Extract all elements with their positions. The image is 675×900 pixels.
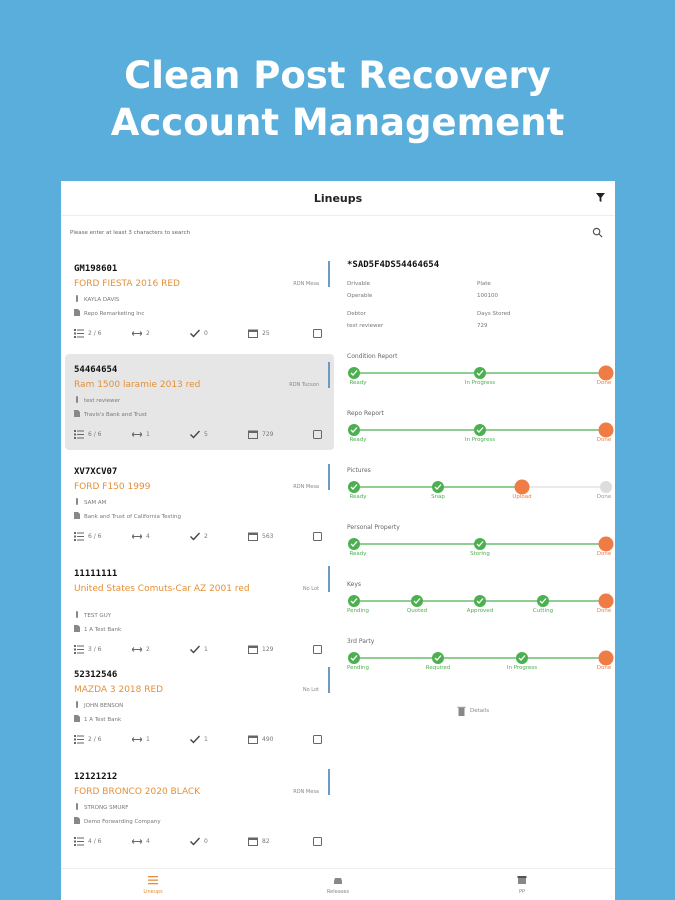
details-label: Details — [470, 708, 490, 714]
company-name: Bank and Trust of California Testing — [84, 513, 181, 520]
step-label: Done — [596, 437, 612, 443]
step-complete-icon — [348, 652, 360, 664]
step-complete-icon — [474, 595, 486, 607]
note-icon[interactable] — [313, 735, 322, 744]
calendar-icon — [248, 837, 258, 846]
step-label: Snap — [431, 494, 445, 500]
company-name: Demo Forwarding Company — [84, 818, 161, 825]
nav-label: PP — [518, 889, 526, 895]
vehicle-name: FORD FIESTA 2016 RED — [74, 279, 180, 289]
workflow-section — [347, 581, 612, 631]
note-icon[interactable] — [313, 532, 322, 541]
lineup-card[interactable] — [65, 456, 334, 552]
person-icon — [74, 803, 80, 812]
step-current-icon — [599, 594, 614, 609]
note-icon[interactable] — [313, 837, 322, 846]
lot-location: RDN Mesa — [293, 281, 319, 287]
hero-line-1: Clean Post Recovery — [124, 54, 551, 97]
list-icon — [74, 837, 84, 846]
calendar-icon — [248, 329, 258, 338]
check-icon — [190, 645, 200, 654]
check-stat — [190, 837, 246, 846]
person-icon — [74, 701, 80, 710]
step-label: In Progress — [464, 380, 496, 386]
docs-count: 2 / 6 — [88, 736, 102, 743]
company-name: Repo Remarketing Inc — [84, 310, 145, 317]
lot-location: No Lot — [302, 687, 319, 693]
step-label: In Progress — [464, 437, 496, 443]
list-icon — [74, 645, 84, 654]
lineup-list — [65, 253, 334, 868]
person-icon — [74, 396, 80, 405]
days-stat — [248, 430, 304, 439]
workflow-section — [347, 638, 612, 688]
document-icon — [74, 309, 80, 318]
agent-row — [74, 611, 111, 620]
days-stat — [248, 837, 304, 846]
check-count: 1 — [204, 736, 208, 743]
step-label: Done — [596, 380, 612, 386]
nav-tab-releases[interactable] — [313, 875, 363, 895]
agent-row — [74, 295, 119, 304]
step-complete-icon — [474, 367, 486, 379]
transfer-count: 4 — [146, 533, 150, 540]
transfer-icon — [132, 430, 142, 439]
vehicle-name: MAZDA 3 2018 RED — [74, 685, 164, 695]
transfer-icon — [132, 837, 142, 846]
step-current-icon — [599, 651, 614, 666]
step-current-icon — [515, 480, 530, 495]
transfer-icon — [132, 532, 142, 541]
step-label: Pending — [347, 665, 369, 671]
step-complete-icon — [348, 595, 360, 607]
document-icon — [74, 512, 80, 521]
box-icon — [497, 875, 547, 885]
check-icon — [190, 430, 200, 439]
status-bar — [328, 566, 330, 592]
step-label: Upload — [512, 494, 532, 500]
nav-tab-lineups[interactable] — [128, 875, 178, 895]
company-row — [74, 715, 121, 724]
docs-count: 6 / 6 — [88, 533, 102, 540]
calendar-icon — [248, 532, 258, 541]
check-stat — [190, 430, 246, 439]
workflow-section — [347, 524, 612, 574]
transfer-stat — [132, 837, 188, 846]
step-complete-icon — [432, 652, 444, 664]
transfer-icon — [132, 645, 142, 654]
detail-vin: *SAD5F4DS54464654 — [347, 260, 440, 270]
lot-location: RDN Mesa — [293, 484, 319, 490]
step-label: Quoted — [406, 608, 428, 614]
docs-stat — [74, 329, 130, 338]
step-label: Done — [596, 494, 612, 500]
top-bar — [61, 181, 615, 216]
step-label: Required — [425, 665, 451, 671]
company-row — [74, 625, 121, 634]
days-count: 563 — [262, 533, 274, 540]
lineup-code: GM198601 — [74, 264, 118, 274]
check-icon — [190, 837, 200, 846]
step-complete-icon — [474, 538, 486, 550]
lineup-card[interactable] — [65, 761, 334, 857]
lineup-code: 54464654 — [74, 365, 118, 375]
agent-name: JOHN BENSON — [84, 702, 124, 709]
docs-count: 6 / 6 — [88, 431, 102, 438]
detail-panel — [333, 253, 611, 723]
days-count: 490 — [262, 736, 274, 743]
field-value: Operable — [347, 293, 373, 299]
calendar-icon — [248, 645, 258, 654]
transfer-stat — [132, 532, 188, 541]
lot-location: RDN Tucson — [289, 382, 319, 388]
search-input[interactable]: Please enter at least 3 characters to search — [70, 230, 191, 236]
transfer-count: 1 — [146, 736, 150, 743]
step-current-icon — [599, 366, 614, 381]
step-label: Ready — [349, 551, 367, 557]
transfer-stat — [132, 329, 188, 338]
transfer-count: 4 — [146, 838, 150, 845]
status-bar — [328, 769, 330, 795]
check-count: 0 — [204, 838, 208, 845]
step-label: Approved — [466, 608, 494, 614]
lineup-code: XV7XCV07 — [74, 467, 118, 477]
days-count: 129 — [262, 646, 274, 653]
nav-label: Releases — [326, 889, 350, 895]
check-icon — [190, 329, 200, 338]
step-label: Ready — [349, 494, 367, 500]
note-icon[interactable] — [313, 645, 322, 654]
step-current-icon — [599, 423, 614, 438]
step-label: Ready — [349, 380, 367, 386]
transfer-count: 1 — [146, 431, 150, 438]
section-title: Keys — [347, 581, 362, 588]
docs-stat — [74, 837, 130, 846]
search-field[interactable] — [70, 225, 603, 243]
days-count: 729 — [262, 431, 274, 438]
lineup-card[interactable] — [65, 354, 334, 450]
lineup-card[interactable] — [65, 558, 334, 654]
agent-row — [74, 396, 120, 405]
field-value: 729 — [477, 323, 488, 329]
vehicle-name: FORD F150 1999 — [74, 482, 151, 492]
lineup-card[interactable] — [65, 659, 334, 755]
person-icon — [74, 498, 80, 507]
section-title: 3rd Party — [347, 638, 375, 645]
step-complete-icon — [348, 424, 360, 436]
check-count: 0 — [204, 330, 208, 337]
agent-row — [74, 803, 128, 812]
lineup-code: 52312546 — [74, 670, 118, 680]
docs-stat — [74, 532, 130, 541]
agent-row — [74, 701, 123, 710]
step-label: In Progress — [506, 665, 538, 671]
card-stats — [74, 645, 322, 654]
workflow-section — [347, 467, 612, 517]
vehicle-name: Ram 1500 laramie 2013 red — [74, 380, 201, 390]
step-complete-icon — [348, 538, 360, 550]
vehicle-name: FORD BRONCO 2020 BLACK — [74, 787, 201, 797]
card-stats — [74, 329, 322, 338]
document-icon — [74, 410, 80, 419]
step-complete-icon — [411, 595, 423, 607]
list-icon — [74, 532, 84, 541]
step-pending-icon — [600, 481, 612, 493]
app-window — [61, 181, 615, 900]
section-title: Personal Property — [347, 524, 400, 531]
document-icon — [74, 817, 80, 826]
transfer-stat — [132, 735, 188, 744]
field-label: Days Stored — [477, 311, 511, 317]
days-stat — [248, 532, 304, 541]
step-complete-icon — [348, 367, 360, 379]
details-button[interactable] — [457, 706, 489, 716]
company-name: 1 A Test Bank — [84, 716, 122, 723]
calendar-icon — [248, 430, 258, 439]
status-bar — [328, 464, 330, 490]
check-icon — [190, 532, 200, 541]
step-label: Storing — [470, 551, 490, 557]
transfer-icon — [132, 329, 142, 338]
agent-name: STRONG SMURF — [84, 804, 129, 811]
list-icon — [74, 735, 84, 744]
field-label: Drivable — [347, 281, 371, 287]
company-row — [74, 512, 181, 521]
document-icon — [74, 625, 80, 634]
company-row — [74, 309, 144, 318]
check-count: 5 — [204, 431, 208, 438]
hero-title — [0, 52, 675, 146]
workflow-section — [347, 353, 612, 403]
days-stat — [248, 329, 304, 338]
step-label: Done — [596, 608, 612, 614]
company-row — [74, 410, 147, 419]
nav-tab-pp[interactable] — [497, 875, 547, 895]
agent-name: TEST GUY — [84, 612, 112, 619]
check-icon — [190, 735, 200, 744]
list-icon — [74, 329, 84, 338]
step-current-icon — [599, 537, 614, 552]
step-label: Cutting — [532, 608, 554, 614]
transfer-count: 2 — [146, 646, 150, 653]
card-stats — [74, 735, 322, 744]
person-icon — [74, 611, 80, 620]
page-title: Lineups — [313, 192, 363, 205]
days-count: 25 — [262, 330, 270, 337]
search-icon[interactable] — [592, 227, 603, 238]
step-complete-icon — [432, 481, 444, 493]
document-icon — [74, 715, 80, 724]
company-name: Travis's Bank and Trust — [84, 411, 147, 418]
step-complete-icon — [474, 424, 486, 436]
step-complete-icon — [537, 595, 549, 607]
days-stat — [248, 735, 304, 744]
company-row — [74, 817, 161, 826]
field-value: 100100 — [477, 293, 498, 299]
bottom-navigation — [61, 868, 615, 900]
field-value: test reviewer — [347, 323, 384, 329]
filter-icon[interactable] — [596, 193, 605, 202]
check-stat — [190, 735, 246, 744]
check-stat — [190, 532, 246, 541]
card-stats — [74, 837, 322, 846]
lineup-code: 11111111 — [74, 569, 118, 579]
field-label: Plate — [477, 281, 491, 287]
lineup-card[interactable] — [65, 253, 334, 349]
check-count: 2 — [204, 533, 208, 540]
section-title: Pictures — [347, 467, 371, 474]
status-bar — [328, 362, 330, 388]
person-icon — [74, 295, 80, 304]
step-label: Done — [596, 551, 612, 557]
hero-line-2: Account Management — [110, 101, 565, 144]
days-count: 82 — [262, 838, 270, 845]
step-complete-icon — [516, 652, 528, 664]
step-label: Pending — [347, 608, 369, 614]
docs-stat — [74, 430, 130, 439]
section-title: Condition Report — [347, 353, 398, 360]
vehicle-name: United States Comuts-Car AZ 2001 red — [74, 584, 250, 594]
check-count: 1 — [204, 646, 208, 653]
docs-count: 2 / 6 — [88, 330, 102, 337]
car-icon — [313, 875, 363, 885]
agent-name: test reviewer — [84, 397, 121, 404]
list-icon — [74, 430, 84, 439]
card-stats — [74, 532, 322, 541]
note-icon[interactable] — [313, 329, 322, 338]
section-title: Repo Report — [347, 410, 384, 417]
step-label: Done — [596, 665, 612, 671]
lot-location: No Lot — [302, 586, 319, 592]
docs-stat — [74, 645, 130, 654]
docs-stat — [74, 735, 130, 744]
lot-location: RDN Mesa — [293, 789, 319, 795]
docs-count: 4 / 6 — [88, 838, 102, 845]
step-label: Ready — [349, 437, 367, 443]
agent-name: SAM AM — [84, 499, 107, 506]
note-icon[interactable] — [313, 430, 322, 439]
workflow-section — [347, 410, 612, 460]
check-stat — [190, 645, 246, 654]
days-stat — [248, 645, 304, 654]
transfer-count: 2 — [146, 330, 150, 337]
status-bar — [328, 261, 330, 287]
nav-label: Lineups — [143, 889, 163, 895]
trash-icon — [457, 706, 466, 716]
status-bar — [328, 667, 330, 693]
agent-row — [74, 498, 106, 507]
transfer-icon — [132, 735, 142, 744]
docs-count: 3 / 6 — [88, 646, 102, 653]
card-stats — [74, 430, 322, 439]
company-name: 1 A Test Bank — [84, 626, 122, 633]
transfer-stat — [132, 430, 188, 439]
calendar-icon — [248, 735, 258, 744]
check-stat — [190, 329, 246, 338]
field-label: Debtor — [347, 311, 366, 317]
agent-name: KAYLA DAVIS — [84, 296, 120, 303]
list-icon — [128, 875, 178, 885]
transfer-stat — [132, 645, 188, 654]
lineup-code: 12121212 — [74, 772, 118, 782]
step-complete-icon — [348, 481, 360, 493]
